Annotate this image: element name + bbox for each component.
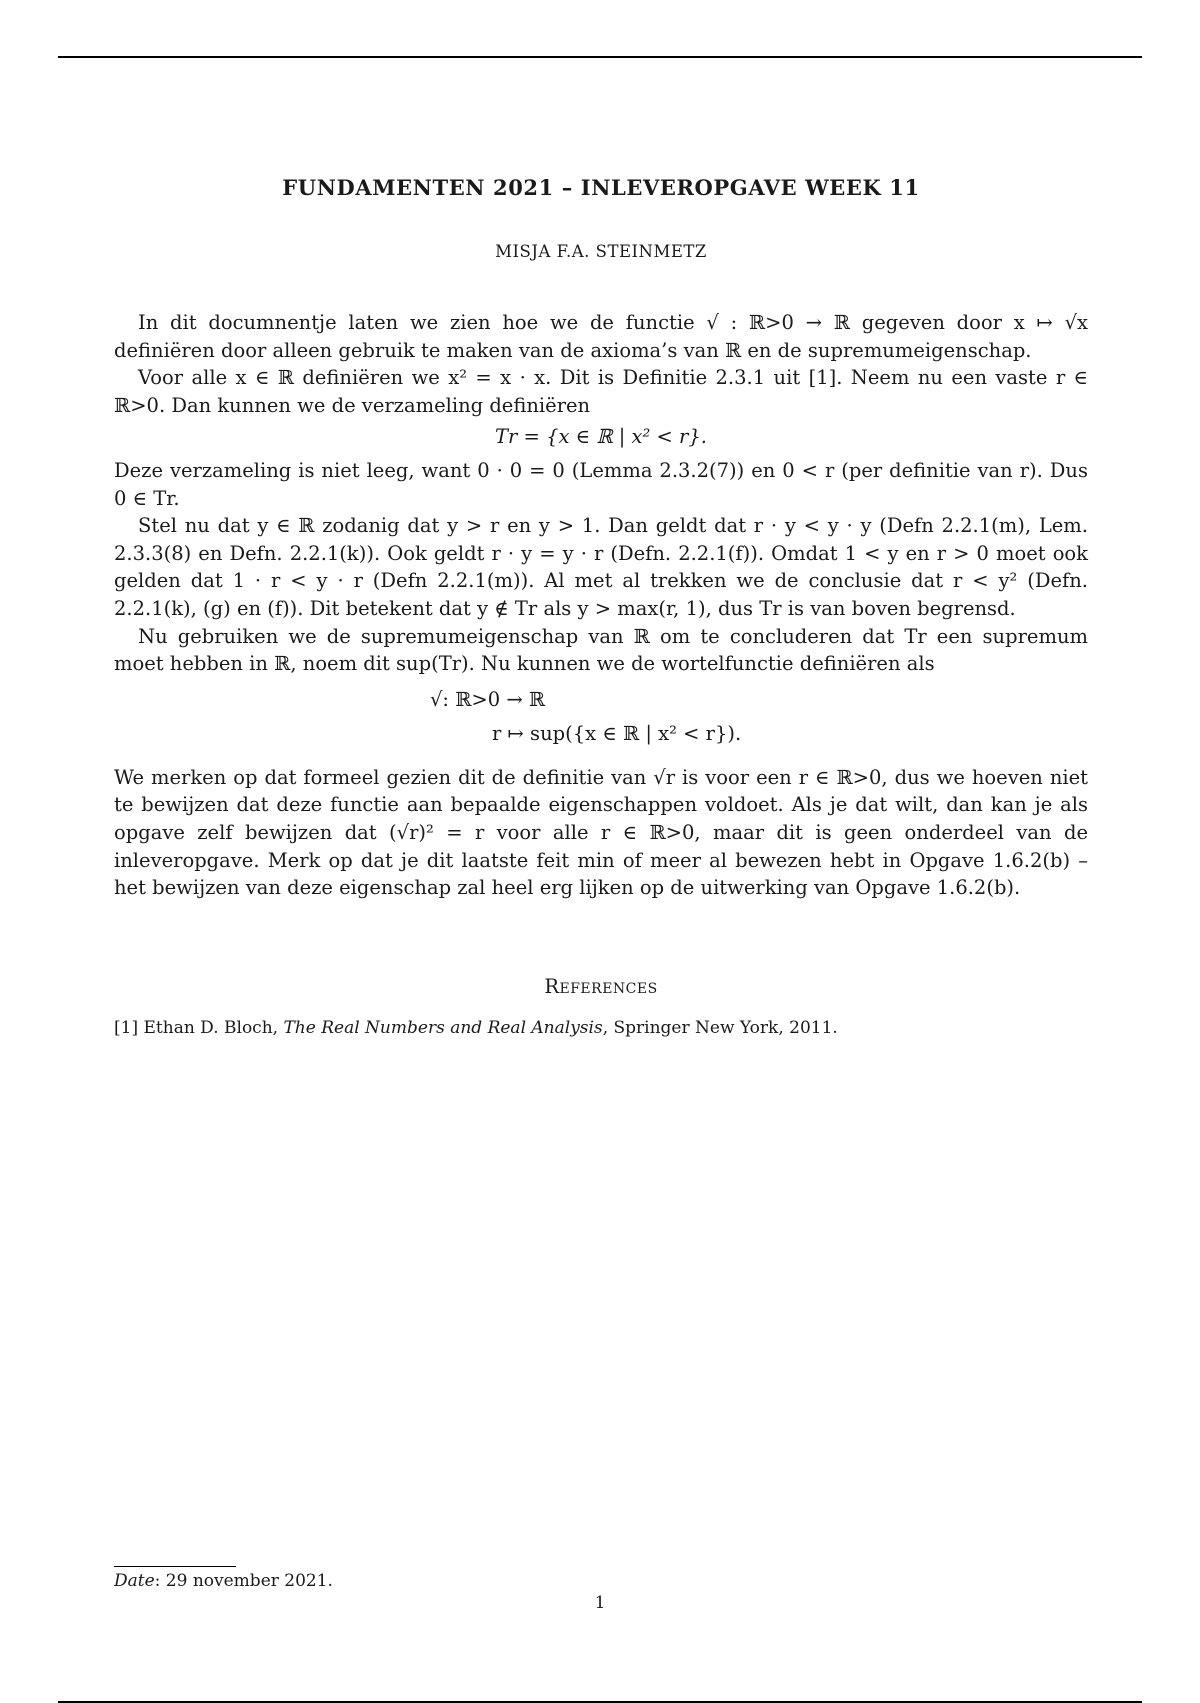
footnote-text: : 29 november 2021. <box>154 1571 333 1591</box>
reference-author: Ethan D. Bloch, <box>143 1018 279 1038</box>
paragraph-remark: We merken op dat formeel gezien dit de definitie van √r is voor een r ∈ ℝ>0, dus we hoeven niet te bewijzen dat deze functie aan bepaalde eigenschappen voldoet. Als je dat wilt, dan kan je als opgave zelf bewijzen dat (√r)² = r voor alle r ∈ ℝ>0, maar dit is geen onderdeel van de inleveropgave. Merk op dat je dit laatste feit min of meer al bewezen hebt in Opgave 1.6.2(b) – het bewijzen van deze eigenschap zal heel erg lijken op de uitwerking van Opgave 1.6.2(b). <box>114 765 1088 900</box>
paragraph-nonempty: Deze verzameling is niet leeg, want 0 · 0 = 0 (Lemma 2.3.2(7)) en 0 < r (per definitie van r). Dus 0 ∈ Tr. <box>114 458 1088 510</box>
equation-tr-text: Tr = {x ∈ ℝ | x² < r}. <box>495 425 707 449</box>
reference-publisher: , Springer New York, 2011. <box>602 1018 838 1038</box>
equation-sqrt-line2: r ↦ sup({x ∈ ℝ | x² < r}). <box>492 721 742 745</box>
paper-body <box>114 309 1088 902</box>
footnote-label: Date <box>114 1571 155 1591</box>
page-number: 1 <box>594 1593 606 1613</box>
paragraph-intro: In dit documnentje laten we zien hoe we de functie √ : ℝ>0 → ℝ gegeven door x ↦ √x definiëren door alleen gebruik te maken van de axioma’s van ℝ en de supremumeigenschap. <box>114 311 1088 362</box>
equation-sqrt-definition <box>114 686 1088 756</box>
footnote-date <box>114 1571 333 1591</box>
equation-tr <box>114 423 1088 451</box>
reference-label: [1] <box>114 1018 139 1038</box>
equation-sqrt-line1: √: ℝ>0 → ℝ <box>430 687 546 711</box>
paragraph-bounded: Stel nu dat y ∈ ℝ zodanig dat y > r en y > 1. Dan geldt dat r · y < y · y (Defn 2.2.1(m), Lem. 2.3.3(8) en Defn. 2.2.1(k)). Ook geldt r · y = y · r (Defn. 2.2.1(f)). Omdat 1 < y en r > 0 moet ook gelden dat 1 · r < y · r (Defn 2.2.1(m)). Al met al trekken we de conclusie dat r < y² (Defn. 2.2.1(k), (g) en (f)). Dit betekent dat y ∉ Tr als y > max(r, 1), dus Tr is van boven begrensd. <box>114 514 1088 620</box>
paper-title: FUNDAMENTEN 2021 – INLEVEROPGAVE WEEK 11 <box>282 175 920 200</box>
paper-author: MISJA F.A. STEINMETZ <box>495 242 707 261</box>
footnote-rule <box>114 1566 236 1567</box>
top-rule <box>58 56 1142 58</box>
reference-title: The Real Numbers and Real Analysis <box>283 1018 603 1038</box>
paragraph-supremum: Nu gebruiken we de supremumeigenschap van ℝ om te concluderen dat Tr een supremum moet hebben in ℝ, noem dit sup(Tr). Nu kunnen we de wortelfunctie definiëren als <box>114 624 1088 676</box>
paragraph-definition: Voor alle x ∈ ℝ definiëren we x² = x · x. Dit is Definitie 2.3.1 uit [1]. Neem nu een vaste r ∈ ℝ>0. Dan kunnen we de verzameling definiëren <box>114 366 1088 417</box>
reference-item <box>114 1018 1088 1038</box>
references-heading: References <box>544 975 658 998</box>
